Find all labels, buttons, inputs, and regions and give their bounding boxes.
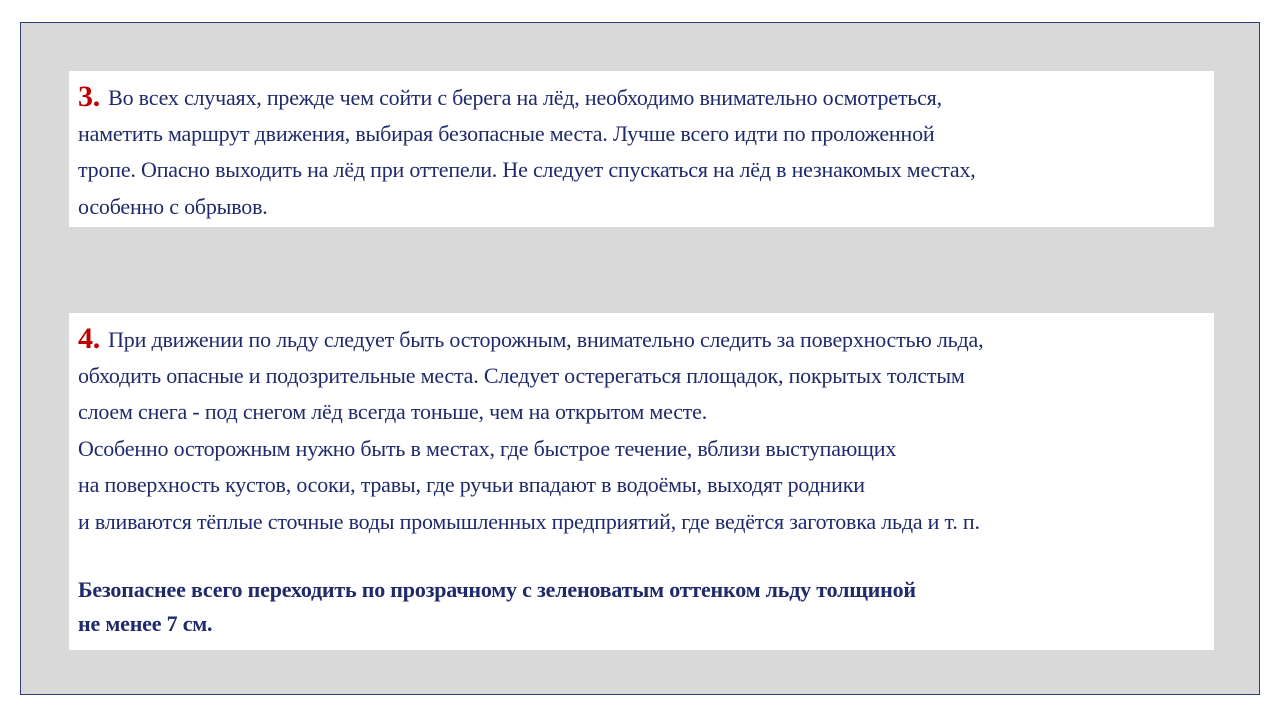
paragraph-4-line: и вливаются тёплые сточные воды промышленных предприятий, где ведётся заготовка льда и т. п. [78,508,980,534]
safety-note-line: не менее 7 см. [78,611,213,636]
paragraph-4-line: слоем снега - под снегом лёд всегда тоньше, чем на открытом месте. [78,399,708,424]
paragraph-3-line: 3. Во всех случаях, прежде чем сойти с берега на лёд, необходимо внимательно осмотреться, [78,80,942,113]
paragraph-spacer [78,540,1202,573]
paragraph-4-line: Особенно осторожным нужно быть в местах, где быстрое течение, вблизи выступающих [78,435,897,461]
paragraph-4-line: на поверхность кустов, осоки, травы, где ручьи впадают в водоёмы, выходят родники [78,472,865,497]
paragraph-3-number: 3. [78,80,101,113]
paragraph-3-line: особенно с обрывов. [78,193,268,219]
paragraph-4-number: 4. [78,322,101,355]
paragraph-4-line: 4. При движении по льду следует быть осторожным, внимательно следить за поверхностью льда, [78,322,984,355]
paragraph-3-box [69,71,1214,227]
slide-frame [20,22,1260,695]
paragraph-4-line: обходить опасные и подозрительные места. Следует остерегаться площадок, покрытых толстым [78,362,965,388]
paragraph-3-line: наметить маршрут движения, выбирая безопасные места. Лучше всего идти по проложенной [78,120,935,146]
paragraph-4-box [69,313,1214,650]
paragraph-3-line: тропе. Опасно выходить на лёд при оттепели. Не следует спускаться на лёд в незнакомых местах, [78,157,976,182]
safety-note-line: Безопаснее всего переходить по прозрачному с зеленоватым оттенком льду толщиной [78,577,916,602]
